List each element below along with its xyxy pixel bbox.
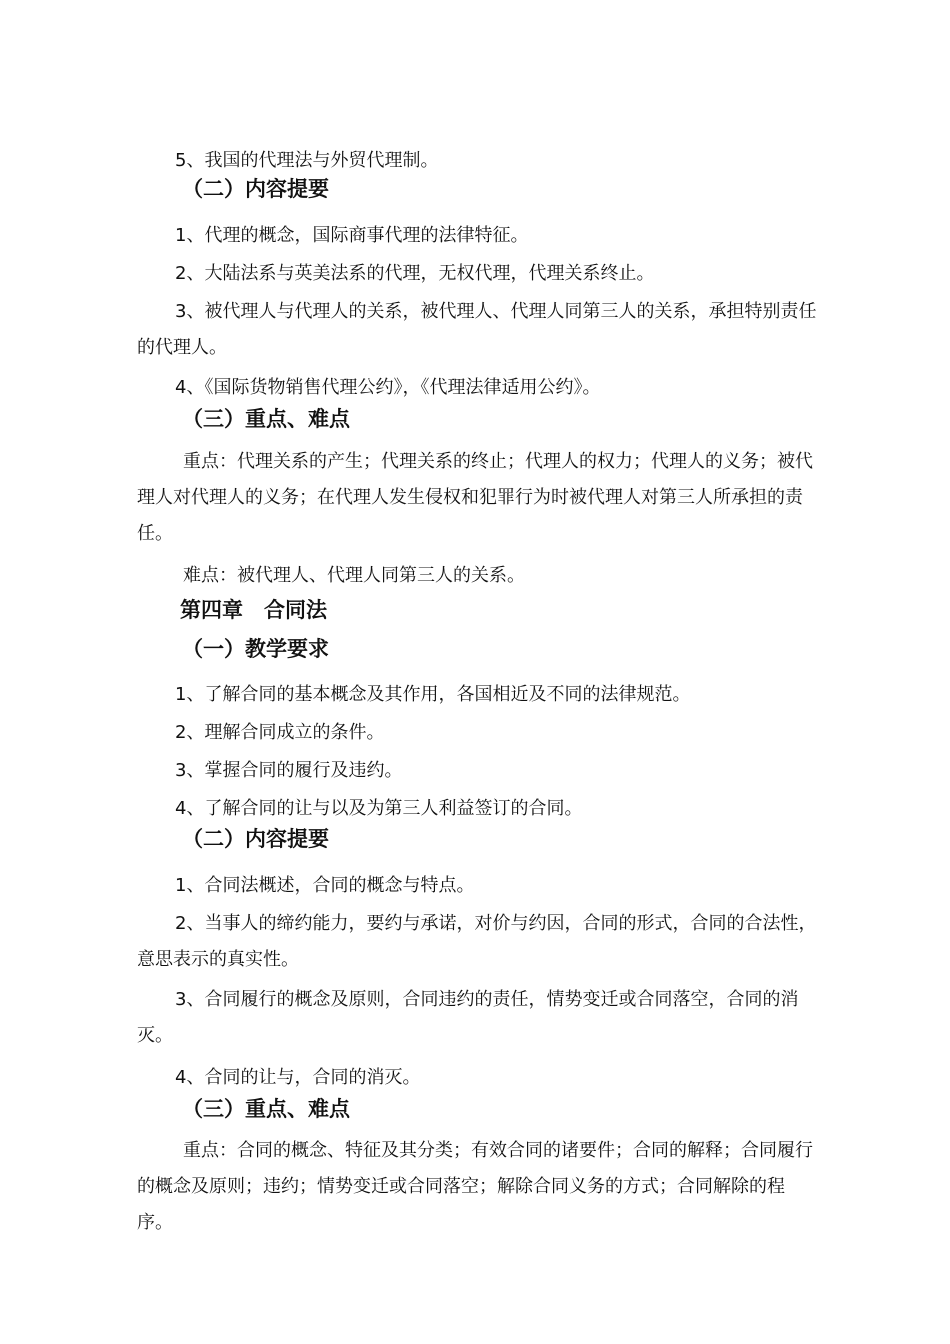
paragraph-req-3: 3、掌握合同的履行及违约。 [175,760,403,781]
paragraph-req-4: 4、了解合同的让与以及为第三人利益签订的合同。 [175,798,583,819]
paragraph-item-3-principal-agent: 3、被代理人与代理人的关系，被代理人、代理人同第三人的关系，承担特别责任的代理人。 [137,301,817,358]
paragraph-key-points-contract: 重点：合同的概念、特征及其分类；有效合同的诸要件；合同的解释；合同履行的概念及原则；违约；情势变迁或合同落空；解除合同义务的方式；合同解除的程序。 [137,1140,813,1233]
paragraph-difficult-points-agency: 难点：被代理人、代理人同第三人的关系。 [183,565,525,586]
paragraph-item-4-conventions: 4、《国际货物销售代理公约》，《代理法律适用公约》。 [175,377,601,398]
section-heading-teaching-requirements: （一）教学要求 [182,637,329,661]
section-heading-content-summary: （二）内容提要 [182,177,329,201]
section-heading-content-summary-2: （二）内容提要 [182,827,329,851]
paragraph-req-1: 1、了解合同的基本概念及其作用，各国相近及不同的法律规范。 [175,684,691,705]
paragraph-req-2: 2、理解合同成立的条件。 [175,722,385,743]
paragraph-contract-1: 1、合同法概述，合同的概念与特点。 [175,875,475,896]
paragraph-item-1-agency-concept: 1、代理的概念，国际商事代理的法律特征。 [175,225,529,246]
paragraph-contract-3: 3、合同履行的概念及原则，合同违约的责任，情势变迁或合同落空，合同的消灭。 [137,989,799,1046]
paragraph-contract-2: 2、当事人的缔约能力，要约与承诺，对价与约因，合同的形式，合同的合法性，意思表示的真实性。 [137,913,817,970]
paragraph-item-2-legal-systems: 2、大陆法系与英美法系的代理，无权代理，代理关系终止。 [175,263,655,284]
section-heading-key-points-2: （三）重点、难点 [182,1097,350,1121]
paragraph-contract-4: 4、合同的让与，合同的消灭。 [175,1067,421,1088]
chapter-title: 第四章 合同法 [180,598,327,622]
section-heading-key-points: （三）重点、难点 [182,407,350,431]
paragraph-item-5-agency-law: 5、我国的代理法与外贸代理制。 [175,150,439,171]
paragraph-key-points-agency: 重点：代理关系的产生；代理关系的终止；代理人的权力；代理人的义务；被代理人对代理人的义务；在代理人发生侵权和犯罪行为时被代理人对第三人所承担的责任。 [137,451,813,544]
